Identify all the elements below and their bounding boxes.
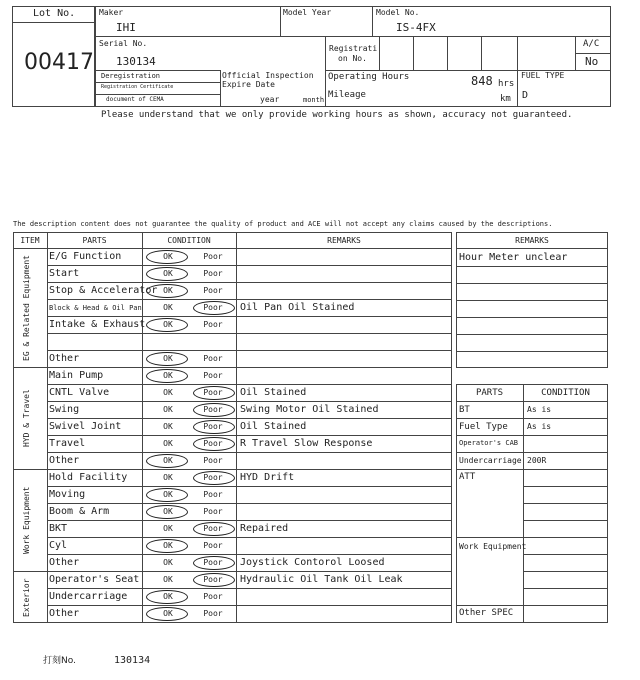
- lot-value: 00417: [24, 50, 94, 75]
- ok-circle-mark: [146, 590, 188, 604]
- right-parts-row-cab: Operator's CAB: [459, 439, 519, 447]
- condition-poor: Poor: [203, 473, 223, 482]
- ok-circle-mark: [146, 352, 188, 366]
- part-name: Other: [49, 557, 80, 568]
- fuel-type-label: FUEL TYPE: [521, 71, 565, 80]
- remark-text: Hydraulic Oil Tank Oil Leak: [240, 574, 403, 585]
- part-name: Boom & Arm: [49, 506, 110, 517]
- condition-poor: Poor: [203, 439, 223, 448]
- right-parts-cond-bt: As is: [527, 405, 552, 414]
- ac-value: No: [585, 55, 599, 68]
- ok-circle-mark: [146, 488, 188, 502]
- part-name: Cyl: [49, 540, 68, 551]
- fuel-type-value: D: [522, 90, 529, 101]
- part-name: Intake & Exhaust: [49, 319, 146, 330]
- part-name: Operator's Seat: [49, 574, 140, 585]
- mileage-label: Mileage: [328, 90, 366, 100]
- condition-poor: Poor: [203, 490, 223, 499]
- right-parts-cond-undercarriage: 200R: [527, 456, 547, 465]
- col-remarks: REMARKS: [327, 236, 361, 245]
- condition-poor: Poor: [203, 252, 223, 261]
- remark-text: Repaired: [240, 523, 289, 534]
- condition-ok: OK: [163, 371, 173, 380]
- remark-text: Oil Stained: [240, 421, 307, 432]
- serial-value: 130134: [116, 55, 156, 68]
- condition-poor: Poor: [203, 269, 223, 278]
- condition-ok: OK: [163, 422, 173, 431]
- remark-text: Oil Pan Oil Stained: [240, 302, 355, 313]
- condition-poor: Poor: [203, 371, 223, 380]
- right-remarks-line: Hour Meter unclear: [459, 252, 568, 263]
- poor-circle-mark: [193, 471, 235, 485]
- condition-ok: OK: [163, 269, 173, 278]
- right-parts-row-bt: BT: [459, 405, 470, 415]
- right-parts-col-condition: CONDITION: [541, 388, 590, 398]
- part-name: E/G Function: [49, 251, 122, 262]
- group-label-eg: EG & Related Equipment: [22, 255, 31, 361]
- part-name: BKT: [49, 523, 68, 534]
- part-name: Moving: [49, 489, 86, 500]
- condition-poor: Poor: [203, 456, 223, 465]
- deregistration-label: Deregistration: [101, 72, 161, 80]
- part-name: Swing: [49, 404, 80, 415]
- year-label: year: [260, 95, 280, 104]
- col-condition: CONDITION: [167, 236, 211, 245]
- serial-label: Serial No.: [99, 39, 148, 48]
- part-name: Undercarriage: [49, 591, 128, 602]
- condition-poor: Poor: [203, 592, 223, 601]
- operating-hours-value: 848: [471, 74, 493, 88]
- right-parts-row-undercarriage: Undercarriage: [459, 456, 522, 465]
- lot-label: Lot No.: [33, 8, 76, 19]
- right-remarks-title: REMARKS: [515, 236, 549, 245]
- remark-text: Joystick Contorol Loosed: [240, 557, 385, 568]
- part-name: Swivel Joint: [49, 421, 122, 432]
- group-label-work: Work Equipment: [22, 486, 31, 555]
- right-parts-row-fuel: Fuel Type: [459, 422, 508, 432]
- hrs-label: hrs: [498, 79, 515, 89]
- condition-poor: Poor: [203, 609, 223, 618]
- condition-poor: Poor: [203, 354, 223, 363]
- right-parts-work-equipment-label: Work Equipment: [459, 542, 527, 551]
- part-name: Other: [49, 608, 80, 619]
- km-label: km: [500, 94, 511, 104]
- condition-ok: OK: [163, 592, 173, 601]
- disclaimer-text: The description content does not guarantee the quality of product and ACE will not accept any claims caused by the descriptions.: [13, 220, 553, 228]
- right-parts-cond-fuel: As is: [527, 422, 552, 431]
- ac-label: A/C: [583, 39, 600, 49]
- condition-poor: Poor: [203, 507, 223, 516]
- remark-text: R Travel Slow Response: [240, 438, 373, 449]
- condition-ok: OK: [163, 507, 173, 516]
- operating-hours-label: Operating Hours: [328, 72, 410, 82]
- condition-ok: OK: [163, 303, 173, 312]
- right-parts-att-label: ATT: [459, 472, 476, 482]
- col-item: ITEM: [20, 236, 40, 245]
- model-no-label: Model No.: [376, 8, 420, 17]
- condition-ok: OK: [163, 354, 173, 363]
- condition-ok: OK: [163, 439, 173, 448]
- ok-circle-mark: [146, 250, 188, 264]
- ok-circle-mark: [146, 369, 188, 383]
- model-year-label: Model Year: [283, 8, 332, 17]
- registration-label-2: on No.: [338, 54, 367, 63]
- part-name: CNTL Valve: [49, 387, 110, 398]
- condition-poor: Poor: [203, 303, 223, 312]
- condition-ok: OK: [163, 473, 173, 482]
- ok-circle-mark: [146, 454, 188, 468]
- condition-poor: Poor: [203, 575, 223, 584]
- cema-label: document of CEMA: [106, 96, 164, 103]
- condition-poor: Poor: [203, 286, 223, 295]
- poor-circle-mark: [193, 403, 235, 417]
- remark-text: Oil Stained: [240, 387, 307, 398]
- remark-text: Swing Motor Oil Stained: [240, 404, 379, 415]
- condition-ok: OK: [163, 575, 173, 584]
- right-parts-other-spec-label: Other SPEC: [459, 608, 514, 618]
- condition-poor: Poor: [203, 541, 223, 550]
- condition-ok: OK: [163, 609, 173, 618]
- group-label-hyd: HYD & Travel: [22, 389, 31, 448]
- ok-circle-mark: [146, 284, 188, 298]
- condition-ok: OK: [163, 405, 173, 414]
- part-name: Stop & Accelerator: [49, 285, 158, 296]
- condition-poor: Poor: [203, 388, 223, 397]
- ok-circle-mark: [146, 505, 188, 519]
- part-name: Block & Head & Oil Pan: [49, 304, 142, 312]
- condition-poor: Poor: [203, 524, 223, 533]
- condition-ok: OK: [163, 524, 173, 533]
- part-name: Travel: [49, 438, 86, 449]
- condition-ok: OK: [163, 456, 173, 465]
- maker-value: IHI: [116, 21, 136, 34]
- poor-circle-mark: [193, 573, 235, 587]
- part-name: Main Pump: [49, 370, 104, 381]
- condition-poor: Poor: [203, 320, 223, 329]
- ok-circle-mark: [146, 539, 188, 553]
- group-label-exterior: Exterior: [22, 578, 31, 617]
- condition-ok: OK: [163, 286, 173, 295]
- condition-ok: OK: [163, 541, 173, 550]
- condition-poor: Poor: [203, 558, 223, 567]
- part-name: Start: [49, 268, 80, 279]
- condition-ok: OK: [163, 558, 173, 567]
- condition-ok: OK: [163, 252, 173, 261]
- poor-circle-mark: [193, 301, 235, 315]
- poor-circle-mark: [193, 522, 235, 536]
- condition-ok: OK: [163, 490, 173, 499]
- stamp-label: 打刻No.: [43, 656, 76, 666]
- stamp-value: 130134: [114, 655, 151, 666]
- part-name: Hold Facility: [49, 472, 128, 483]
- maker-label: Maker: [99, 8, 124, 17]
- month-label: month: [303, 96, 325, 104]
- registration-certificate-label: Registration Certificate: [101, 84, 174, 90]
- ok-circle-mark: [146, 318, 188, 332]
- poor-circle-mark: [193, 420, 235, 434]
- registration-label-1: Registrati: [329, 44, 378, 53]
- ok-circle-mark: [146, 267, 188, 281]
- poor-circle-mark: [193, 386, 235, 400]
- inspection-label-2: Expire Date: [222, 80, 275, 89]
- hours-notice: Please understand that we only provide working hours as shown, accuracy not guaranteed.: [101, 110, 573, 120]
- condition-poor: Poor: [203, 422, 223, 431]
- ok-circle-mark: [146, 607, 188, 621]
- remark-text: HYD Drift: [240, 472, 295, 483]
- poor-circle-mark: [193, 556, 235, 570]
- condition-ok: OK: [163, 388, 173, 397]
- condition-ok: OK: [163, 320, 173, 329]
- right-parts-col-parts: PARTS: [475, 388, 504, 398]
- part-name: Other: [49, 455, 80, 466]
- col-parts: PARTS: [82, 236, 107, 245]
- poor-circle-mark: [193, 437, 235, 451]
- inspection-label-1: Official Inspection: [222, 71, 314, 80]
- part-name: Other: [49, 353, 80, 364]
- model-no-value: IS-4FX: [396, 21, 436, 34]
- condition-poor: Poor: [203, 405, 223, 414]
